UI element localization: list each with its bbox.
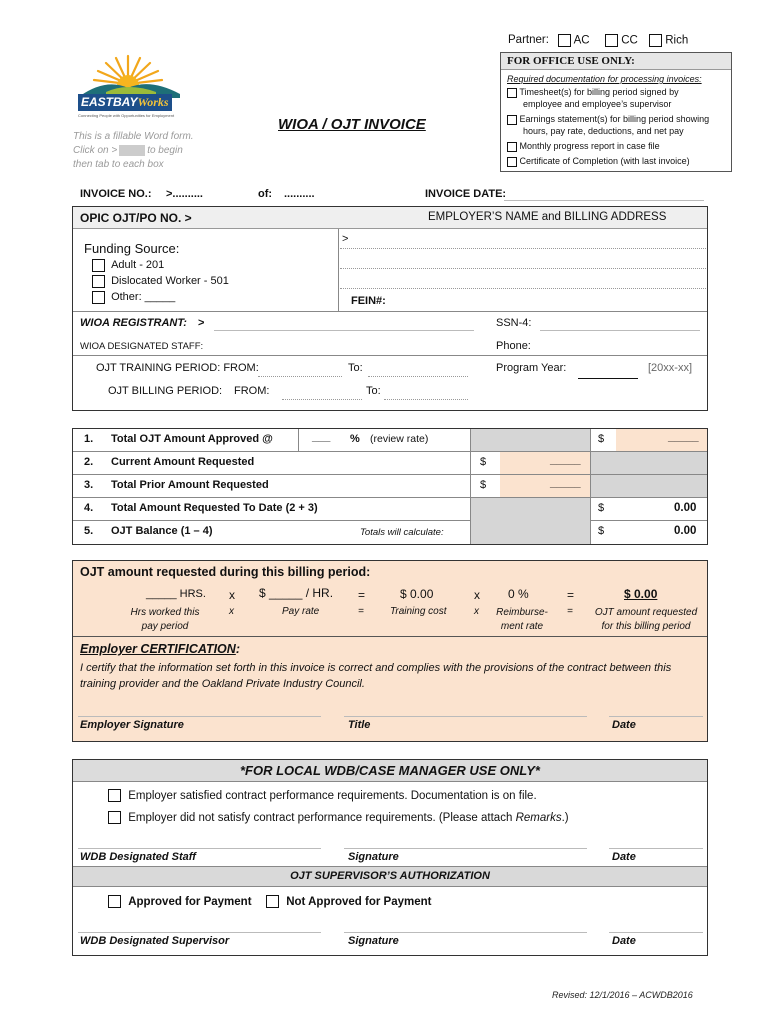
invoice-date-input[interactable] bbox=[504, 200, 704, 201]
employer-signature-line[interactable] bbox=[78, 716, 321, 717]
billing-from-input[interactable] bbox=[282, 399, 362, 400]
eastbay-works-logo bbox=[76, 52, 186, 124]
supervisor-date-label: Date bbox=[612, 935, 636, 947]
row3-value[interactable]: _____ bbox=[550, 477, 581, 489]
row1-pct: % bbox=[350, 433, 360, 445]
partner-cc-checkbox[interactable] bbox=[605, 34, 618, 47]
opic-label: OPIC OJT/PO NO. > bbox=[80, 211, 192, 225]
satisfied-label: Employer satisfied contract performance requirements. Documentation is on file. bbox=[128, 789, 537, 802]
wdb-signature-line[interactable] bbox=[344, 848, 587, 849]
row1-dollar: $ bbox=[598, 433, 605, 445]
not-approved-label: Not Approved for Payment bbox=[286, 895, 432, 908]
calc-sub-reimb: Reimburse-ment rate bbox=[496, 607, 548, 632]
employer-date-line[interactable] bbox=[609, 716, 703, 717]
funding-other-checkbox[interactable] bbox=[92, 291, 105, 304]
supervisor-line[interactable] bbox=[78, 932, 321, 933]
calc-total: $ 0.00 bbox=[624, 587, 658, 601]
funding-dislocated-label: Dislocated Worker - 501 bbox=[111, 275, 229, 288]
invoice-of-input[interactable]: .......... bbox=[284, 188, 315, 200]
row4-value: 0.00 bbox=[674, 502, 697, 514]
not-approved-checkbox[interactable] bbox=[266, 895, 279, 908]
program-year-label: Program Year: bbox=[496, 362, 567, 374]
row4-dollar: $ bbox=[598, 502, 605, 514]
invoice-of-label: of: bbox=[258, 188, 273, 200]
office-item-2b: hours, pay rate, deductions, and net pay bbox=[523, 126, 684, 136]
partner-row bbox=[508, 34, 549, 46]
registrant-name-line[interactable] bbox=[214, 330, 474, 331]
employer-address-line-2[interactable] bbox=[340, 268, 706, 269]
employer-address-line-3[interactable] bbox=[340, 288, 706, 289]
revised-footer: Revised: 12/1/2016 – ACWDB2016 bbox=[552, 990, 693, 1000]
invoice-date-label: INVOICE DATE: bbox=[425, 188, 507, 200]
employer-title-line[interactable] bbox=[344, 716, 587, 717]
wdb-staff-line[interactable] bbox=[78, 848, 321, 849]
progress-report-checkbox[interactable] bbox=[507, 142, 517, 152]
office-item-4: Certificate of Completion (with last invoice) bbox=[519, 156, 690, 166]
form-note-line2b: to begin bbox=[147, 145, 183, 156]
timesheet-checkbox[interactable] bbox=[507, 88, 517, 98]
opic-divider bbox=[338, 229, 339, 311]
cert-divider bbox=[73, 636, 707, 637]
approved-checkbox[interactable] bbox=[108, 895, 121, 908]
row3-label: Total Prior Amount Requested bbox=[111, 479, 269, 491]
row2-dollar: $ bbox=[480, 456, 487, 468]
billing-to-label: To: bbox=[366, 385, 381, 397]
row5-note: Totals will calculate: bbox=[360, 527, 444, 538]
fein-label: FEIN#: bbox=[351, 295, 386, 307]
supervisor-label: WDB Designated Supervisor bbox=[80, 935, 230, 947]
calc-cost: $ 0.00 bbox=[400, 587, 434, 601]
office-item-3: Monthly progress report in case file bbox=[519, 141, 660, 151]
satisfied-checkbox[interactable] bbox=[108, 789, 121, 802]
not-satisfied-label: Employer did not satisfy contract performance requirements. (Please attach Remarks.) bbox=[128, 811, 569, 824]
calc-sub-hrs: Hrs worked this pay period bbox=[130, 607, 200, 632]
row3-num: 3. bbox=[84, 479, 94, 491]
row1-value[interactable]: _____ bbox=[668, 431, 699, 443]
partner-cc-label: CC bbox=[621, 34, 638, 47]
row1-num: 1. bbox=[84, 433, 94, 445]
calc-eq2: = bbox=[567, 588, 575, 602]
funding-other-label: Other: _____ bbox=[111, 291, 176, 304]
employer-name-input[interactable]: > bbox=[342, 233, 349, 245]
billing-to-input[interactable] bbox=[384, 399, 468, 400]
logo-tagline: Connecting People with Opportunities for Employment bbox=[78, 113, 175, 118]
calc-sub-eq2: = bbox=[567, 606, 573, 617]
calc-sub-eq1: = bbox=[358, 606, 364, 617]
billing-from-label: FROM: bbox=[234, 385, 270, 397]
approved-label: Approved for Payment bbox=[128, 895, 252, 908]
row5-value: 0.00 bbox=[674, 525, 697, 537]
calc-eq1: = bbox=[358, 588, 366, 602]
local-header: *FOR LOCAL WDB/CASE MANAGER USE ONLY* bbox=[240, 763, 540, 778]
funding-adult-checkbox[interactable] bbox=[92, 259, 105, 272]
partner-ac-checkbox[interactable] bbox=[558, 34, 571, 47]
calc-rate[interactable]: $ _____ / HR. bbox=[259, 586, 334, 600]
row1-rate-input[interactable]: ___ bbox=[312, 431, 331, 443]
partner-rich-checkbox[interactable] bbox=[649, 34, 662, 47]
row2-num: 2. bbox=[84, 456, 94, 468]
employer-address-line-1[interactable] bbox=[340, 248, 706, 249]
wdb-signature-label: Signature bbox=[348, 851, 399, 863]
wdb-date-label: Date bbox=[612, 851, 636, 863]
office-use-subtitle: Required documentation for processing invoices: bbox=[507, 74, 702, 84]
calc-sub-cost: Training cost bbox=[390, 606, 447, 617]
form-note-line1: This is a fillable Word form. bbox=[73, 131, 194, 142]
earnings-checkbox[interactable] bbox=[507, 115, 517, 125]
cert-text: I certify that the information set forth in this invoice is correct and complies with the provisions of the contract between this training provider and the Oakland Private Industry Council. bbox=[80, 662, 672, 690]
ssn-label: SSN-4: bbox=[496, 317, 532, 329]
employer-signature-label: Employer Signature bbox=[80, 719, 184, 731]
calc-pct: 0 % bbox=[508, 587, 529, 601]
staff-label: WIOA DESIGNATED STAFF: bbox=[80, 341, 204, 352]
calc-sub-x2: x bbox=[474, 606, 479, 617]
auth-header: OJT SUPERVISOR’S AUTHORIZATION bbox=[290, 870, 490, 882]
funding-dislocated-checkbox[interactable] bbox=[92, 275, 105, 288]
office-use-box bbox=[500, 52, 732, 172]
employer-title-label: Title bbox=[348, 719, 371, 731]
funding-adult-label: Adult - 201 bbox=[111, 259, 165, 272]
training-period-label: OJT TRAINING PERIOD: FROM: bbox=[96, 362, 259, 374]
page-title: WIOA / OJT INVOICE bbox=[278, 116, 426, 133]
registrant-input[interactable]: > bbox=[198, 317, 205, 329]
wdb-date-line[interactable] bbox=[609, 848, 703, 849]
invoice-no-input[interactable]: >.......... bbox=[166, 188, 203, 200]
partner-ac-label: AC bbox=[573, 34, 590, 47]
row5-num: 5. bbox=[84, 525, 94, 537]
supervisor-signature-label: Signature bbox=[348, 935, 399, 947]
calc-x2: x bbox=[474, 588, 480, 602]
calc-hrs[interactable]: _____ HRS. bbox=[146, 588, 206, 600]
registrant-label: WIOA REGISTRANT: bbox=[80, 317, 187, 329]
training-to-label: To: bbox=[348, 362, 363, 374]
office-item-2: Earnings statement(s) for billing period showing bbox=[519, 114, 710, 124]
form-note-line2a: Click on > bbox=[73, 145, 118, 156]
opic-bottom-divider bbox=[73, 311, 707, 312]
office-item-1: Timesheet(s) for billing period signed by bbox=[519, 87, 679, 97]
employer-name-label: EMPLOYER’S NAME and BILLING ADDRESS bbox=[428, 211, 667, 223]
supervisor-signature-line[interactable] bbox=[344, 932, 587, 933]
row2-value[interactable]: _____ bbox=[550, 454, 581, 466]
row5-dollar: $ bbox=[598, 525, 605, 537]
calc-sub-rate: Pay rate bbox=[282, 606, 320, 617]
partner-label: Partner: bbox=[508, 34, 549, 46]
partner-rich-label: Rich bbox=[665, 34, 689, 47]
wdb-staff-label: WDB Designated Staff bbox=[80, 851, 196, 863]
supervisor-date-line[interactable] bbox=[609, 932, 703, 933]
ssn-input[interactable] bbox=[540, 330, 700, 331]
row4-label: Total Amount Requested To Date (2 + 3) bbox=[111, 502, 318, 514]
calc-sub-total: OJT amount requested for this billing period bbox=[594, 607, 698, 632]
form-note-line3: then tab to each box bbox=[73, 159, 164, 170]
info-box bbox=[72, 206, 708, 411]
funding-source-label: Funding Source: bbox=[84, 241, 180, 256]
form-note-field-sample bbox=[119, 145, 145, 156]
phone-label: Phone: bbox=[496, 340, 531, 352]
training-to-input[interactable] bbox=[368, 376, 468, 377]
logo-brand: EASTBAYWorks bbox=[78, 94, 172, 111]
office-item-1b: employee and employee’s supervisor bbox=[523, 99, 672, 109]
billing-period-label: OJT BILLING PERIOD: bbox=[108, 385, 223, 397]
staff-divider bbox=[73, 355, 707, 356]
row5-label: OJT Balance (1 – 4) bbox=[111, 525, 213, 537]
row1-note: (review rate) bbox=[370, 433, 429, 445]
row3-dollar: $ bbox=[480, 479, 487, 491]
invoice-no-label: INVOICE NO.: bbox=[80, 188, 152, 200]
row1-label: Total OJT Amount Approved @ bbox=[111, 433, 273, 445]
fillable-form-note bbox=[73, 130, 194, 172]
office-use-title: FOR OFFICE USE ONLY: bbox=[501, 53, 731, 70]
employer-date-label: Date bbox=[612, 719, 636, 731]
calc-x1: x bbox=[229, 588, 235, 602]
row2-label: Current Amount Requested bbox=[111, 456, 255, 468]
row4-num: 4. bbox=[84, 502, 94, 514]
cert-title: Employer CERTIFICATION: bbox=[80, 642, 240, 656]
calc-sub-x1: x bbox=[229, 606, 234, 617]
not-satisfied-checkbox[interactable] bbox=[108, 811, 121, 824]
training-from-input[interactable] bbox=[258, 376, 342, 377]
certificate-checkbox[interactable] bbox=[507, 157, 517, 167]
program-year-line[interactable] bbox=[578, 378, 638, 379]
program-year-input[interactable]: [20xx-xx] bbox=[648, 362, 693, 374]
calc-header: OJT amount requested during this billing period: bbox=[80, 565, 371, 579]
